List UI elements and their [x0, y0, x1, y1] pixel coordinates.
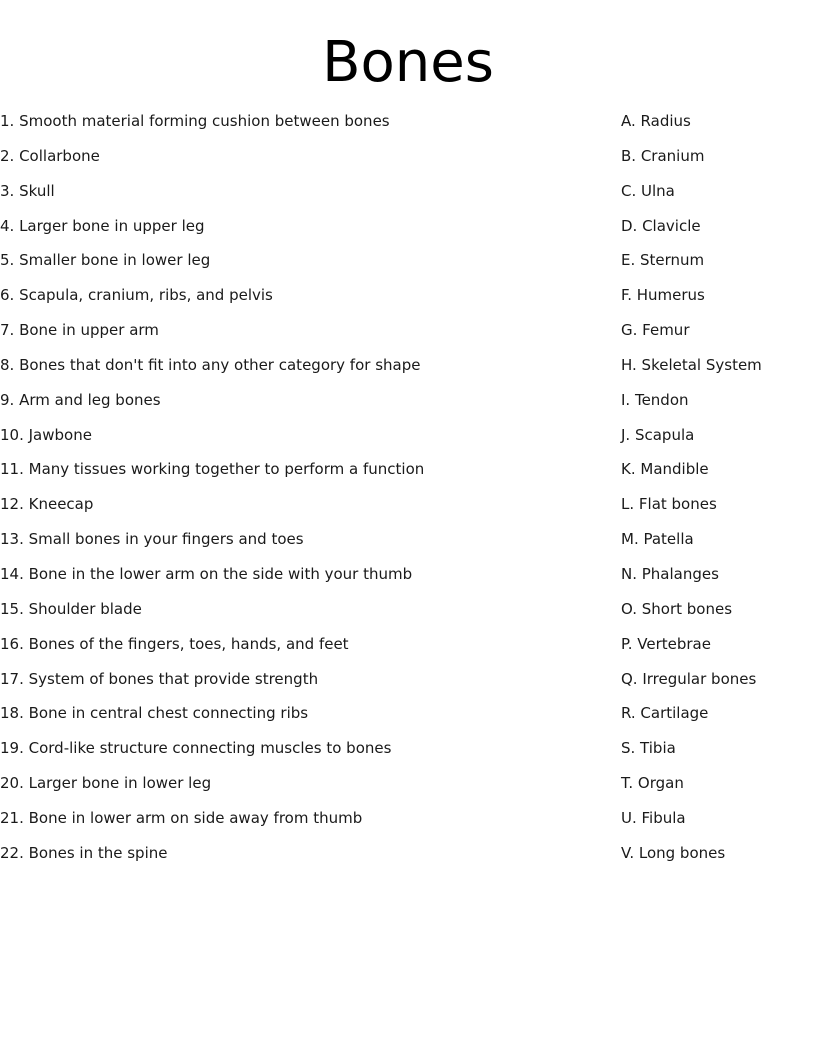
matching-row — [0, 731, 816, 766]
clue-text: 6. Scapula, cranium, ribs, and pelvis — [0, 286, 273, 305]
matching-row — [0, 209, 816, 244]
answer-choice: O. Short bones — [621, 599, 733, 618]
matching-row — [0, 801, 816, 836]
page-title: Bones — [322, 30, 494, 95]
answer-choice: I. Tendon — [621, 390, 689, 409]
answer-choice: H. Skeletal System — [621, 355, 762, 374]
answer-choice: V. Long bones — [621, 843, 726, 862]
matching-row — [0, 104, 816, 139]
matching-row — [0, 243, 816, 278]
matching-row — [0, 836, 816, 871]
answer-choice: T. Organ — [621, 774, 684, 793]
clue-text: 11. Many tissues working together to perform a function — [0, 460, 425, 479]
matching-row — [0, 452, 816, 487]
answer-choice: N. Phalanges — [621, 564, 719, 583]
answer-choice: E. Sternum — [621, 251, 705, 270]
answer-choice: S. Tibia — [621, 739, 676, 758]
answer-choice: M. Patella — [621, 530, 694, 549]
matching-row — [0, 766, 816, 801]
matching-row — [0, 627, 816, 662]
clue-text: 19. Cord-like structure connecting muscles to bones — [0, 739, 392, 758]
clue-text: 14. Bone in the lower arm on the side with your thumb — [0, 564, 413, 583]
clue-text: 3. Skull — [0, 181, 55, 200]
answer-choice: A. Radius — [621, 112, 691, 130]
clue-text: 1. Smooth material forming cushion between bones — [0, 112, 390, 130]
matching-row — [0, 557, 816, 592]
clue-text: 10. Jawbone — [0, 425, 92, 444]
matching-row — [0, 418, 816, 453]
matching-row — [0, 487, 816, 522]
matching-row — [0, 696, 816, 731]
clue-text: 5. Smaller bone in lower leg — [0, 251, 211, 270]
answer-choice: J. Scapula — [621, 425, 695, 444]
clue-text: 18. Bone in central chest connecting ribs — [0, 704, 309, 723]
matching-row — [0, 348, 816, 383]
clue-text: 21. Bone in lower arm on side away from thumb — [0, 808, 363, 827]
answer-choice: U. Fibula — [621, 808, 686, 827]
clue-text: 9. Arm and leg bones — [0, 390, 161, 409]
clue-text: 12. Kneecap — [0, 495, 94, 514]
clue-text: 17. System of bones that provide strength — [0, 669, 319, 688]
matching-row — [0, 174, 816, 209]
matching-row — [0, 383, 816, 418]
answer-choice: G. Femur — [621, 321, 690, 340]
answer-choice: Q. Irregular bones — [621, 669, 757, 688]
clue-text: 7. Bone in upper arm — [0, 321, 159, 340]
clue-text: 20. Larger bone in lower leg — [0, 774, 212, 793]
clue-text: 13. Small bones in your fingers and toes — [0, 530, 304, 549]
answer-choice: P. Vertebrae — [621, 634, 711, 653]
clue-text: 2. Collarbone — [0, 146, 100, 165]
clue-text: 15. Shoulder blade — [0, 599, 142, 618]
answer-choice: D. Clavicle — [621, 216, 701, 235]
matching-row — [0, 662, 816, 697]
answer-choice: L. Flat bones — [621, 495, 717, 514]
answer-choice: R. Cartilage — [621, 704, 709, 723]
answer-choice: C. Ulna — [621, 181, 675, 200]
clue-text: 16. Bones of the fingers, toes, hands, and feet — [0, 634, 349, 653]
clue-text: 22. Bones in the spine — [0, 843, 168, 862]
clue-text: 8. Bones that don't fit into any other category for shape — [0, 355, 421, 374]
matching-row — [0, 139, 816, 174]
answer-choice: F. Humerus — [621, 286, 705, 305]
answer-choice: B. Cranium — [621, 146, 705, 165]
answer-choice: K. Mandible — [621, 460, 709, 479]
matching-row — [0, 522, 816, 557]
matching-row — [0, 592, 816, 627]
matching-list — [0, 104, 816, 871]
matching-row — [0, 313, 816, 348]
matching-row — [0, 278, 816, 313]
clue-text: 4. Larger bone in upper leg — [0, 216, 205, 235]
